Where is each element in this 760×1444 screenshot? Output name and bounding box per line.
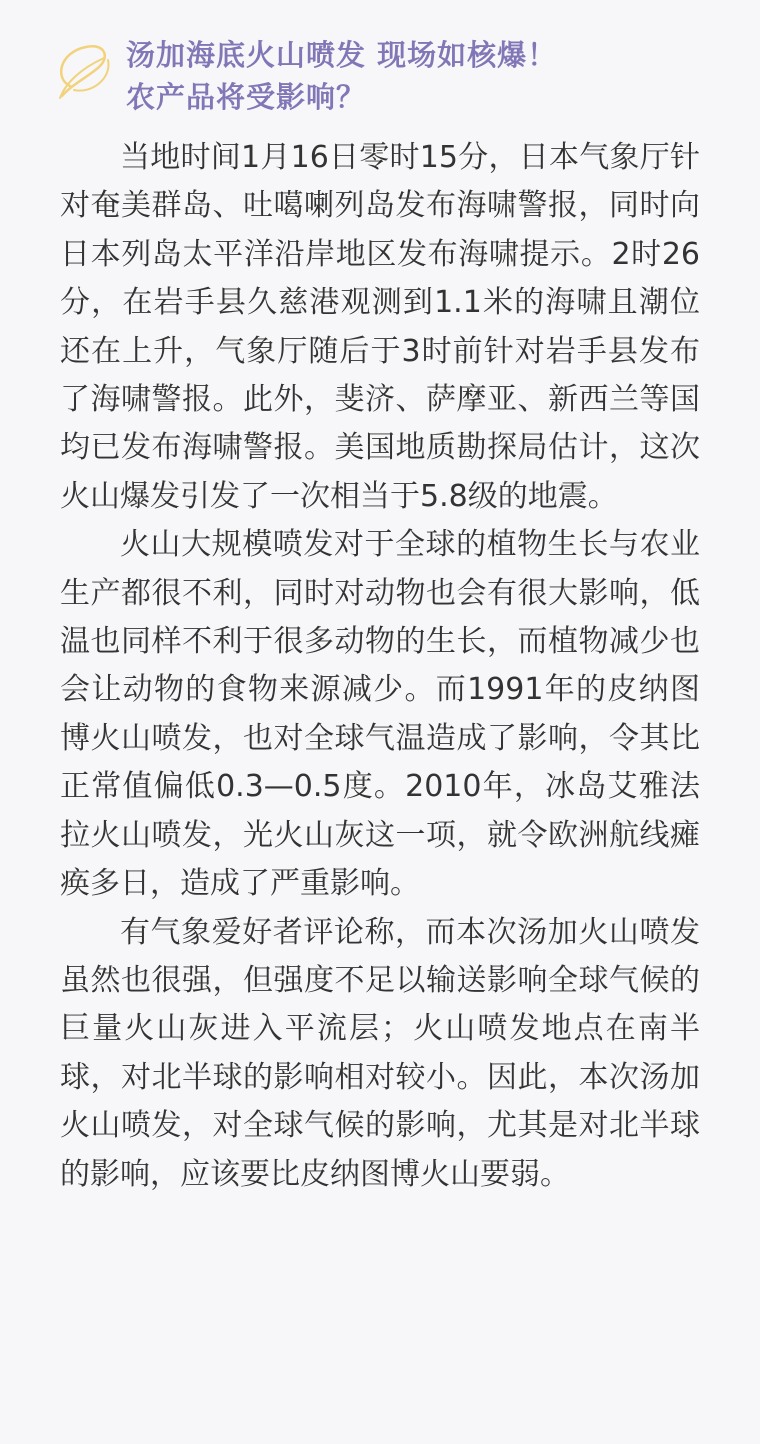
yellow-ring-swoosh-icon — [52, 38, 132, 104]
article-title-line: 农产品将受影响？ — [126, 80, 367, 114]
article-body — [60, 134, 700, 1199]
article-paragraph: 有气象爱好者评论称，而本次汤加火山喷发虽然也很强，但强度不足以输送影响全球气候的巨量火山灰进入平流层；火山喷发地点在南半球，对北半球的影响相对较小。因此，本次汤加火山喷发，对全球气候的影响，尤其是对北半球的影响，应该要比皮纳图博火山要弱。 — [60, 914, 700, 1192]
article-title — [126, 34, 557, 118]
article-paragraph: 火山大规模喷发对于全球的植物生长与农业生产都很不利，同时对动物也会有很大影响，低温也同样不利于很多动物的生长，而植物减少也会让动物的食物来源减少。而1991年的皮纳图博火山喷发，也对全球气温造成了影响，令其比正常值偏低0.3—0.5度。2010年，冰岛艾雅法拉火山喷发，光火山灰这一项，就令欧洲航线瘫痪多日，造成了严重影响。 — [60, 527, 700, 902]
article-header — [0, 28, 760, 118]
article-title-line: 汤加海底火山喷发 现场如核爆！ — [126, 38, 558, 72]
article-paragraph: 当地时间1月16日零时15分，日本气象厅针对奄美群岛、吐噶喇列岛发布海啸警报，同时向日本列岛太平洋沿岸地区发布海啸提示。2时26分，在岩手县久慈港观测到1.1米的海啸且潮位还在上升，气象厅随后于3时前针对岩手县发布了海啸警报。此外，斐济、萨摩亚、新西兰等国均已发布海啸警报。美国地质勘探局估计，这次火山爆发引发了一次相当于5.8级的地震。 — [60, 140, 700, 514]
